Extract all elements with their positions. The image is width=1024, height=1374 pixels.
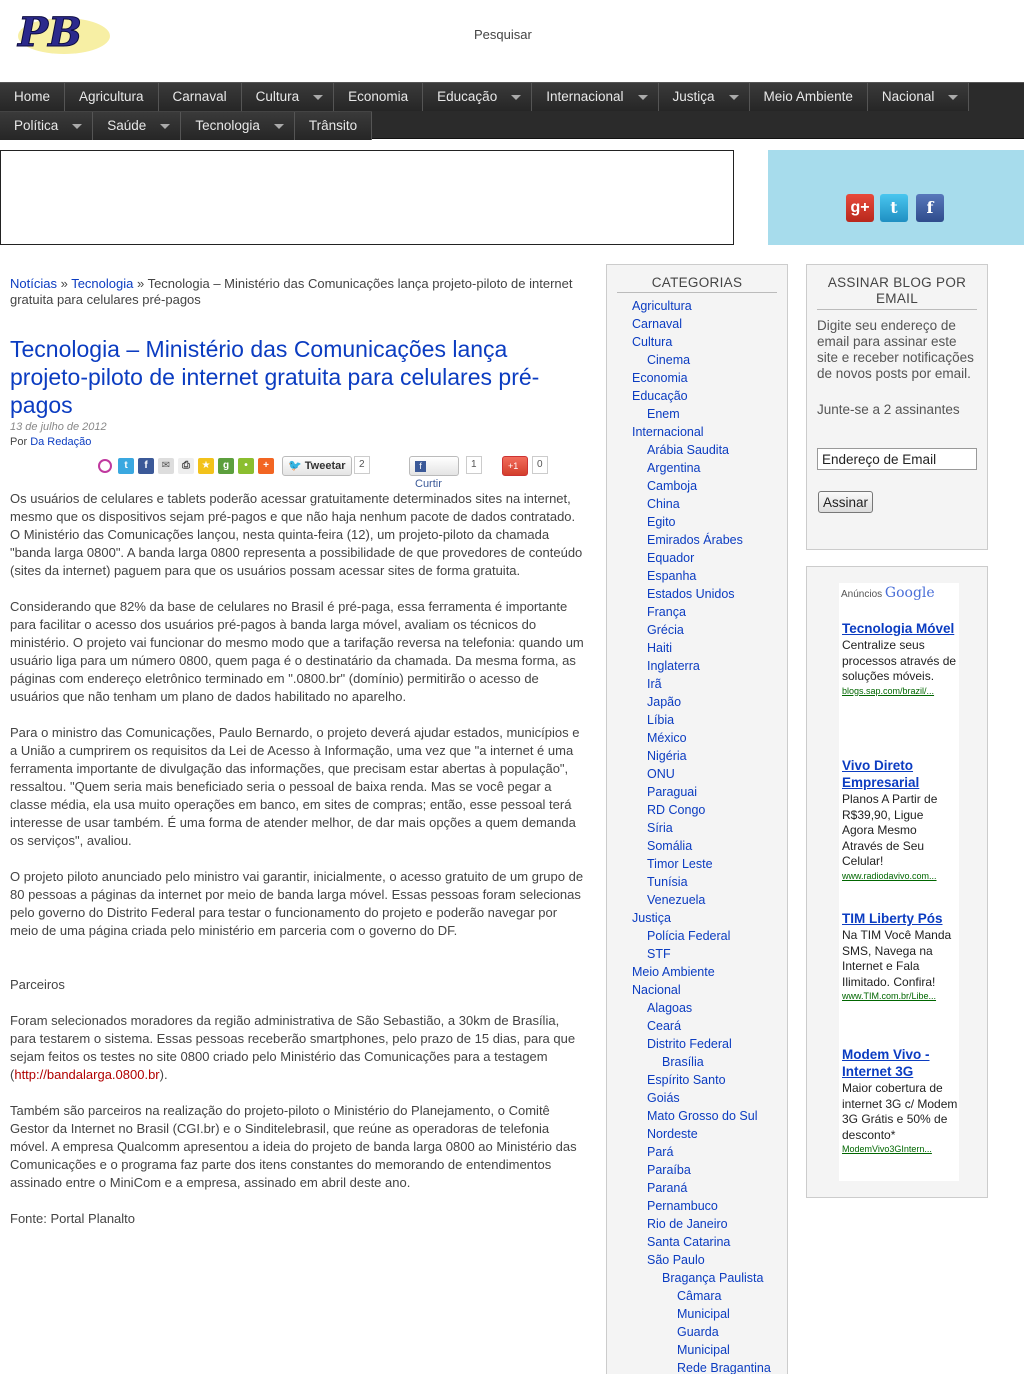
article-paragraph: Considerando que 82% da base de celulares no Brasil é pré-paga, essa ferramenta é importante para facilitar o acesso dos usuários pré-pagos à banda larga móvel, avaliam os técnicos do ministério. O projeto vai funcionar do mesmo modo que a tarifação reversa na telefonia: quando um usuário liga para um número 0800, quem paga é o destinatário da chamada. Da mesma forma, as páginas com endereço eletrônico terminado em ".0800.br" (domínio) permitirão o acesso de usuários que não tenham um plano de dados habilitado no aparelho. <box>10 599 584 704</box>
nav-item-label: Justiça <box>672 89 715 104</box>
ad-title[interactable]: Vivo Direto Empresarial <box>842 758 920 790</box>
article-paragraph: O projeto piloto anunciado pelo ministro vai garantir, inicialmente, o acesso gratuito de um grupo de 80 pessoas a páginas da internet por meio de banda larga móvel. Essas pessoas foram selecionas pelo governo do Distrito Federal para testar o funcionamento do projeto e poderão navegar por meio de uma página criada pelo ministério em parceria com o governo do DF. <box>10 869 584 938</box>
category-item[interactable]: Polícia Federal <box>647 929 731 943</box>
category-item[interactable]: STF <box>647 947 671 961</box>
tweet-bird-icon: 🐦 <box>288 460 302 472</box>
nav-item-carnaval[interactable] <box>159 83 242 111</box>
social-links <box>768 150 1024 245</box>
nav-item-label: Agricultura <box>79 89 144 104</box>
nav-item-label: Saúde <box>107 118 147 133</box>
category-item[interactable]: RD Congo <box>647 803 706 817</box>
site-header <box>0 0 1024 82</box>
category-item[interactable]: Educação <box>632 389 688 403</box>
breadcrumb-home[interactable]: Notícias <box>10 276 57 291</box>
category-item[interactable]: Japão <box>647 695 682 709</box>
ads-header-prefix: Anúncios <box>841 589 883 600</box>
paragraph-text-end: ). <box>159 1067 168 1082</box>
share-print-icon[interactable]: ⎙ <box>178 458 194 474</box>
category-item[interactable]: Egito <box>647 515 676 529</box>
nav-item-cultura[interactable] <box>242 83 335 111</box>
share-bar <box>10 454 586 490</box>
category-item[interactable]: Arábia Saudita <box>647 443 730 457</box>
categories-title: CATEGORIAS <box>617 265 777 293</box>
ad-item[interactable] <box>842 910 958 1001</box>
category-item[interactable]: Economia <box>632 371 688 385</box>
chevron-down-icon <box>313 95 323 100</box>
nav-item-politica[interactable] <box>0 112 93 140</box>
nav-item-tecnologia[interactable] <box>181 112 295 140</box>
chevron-down-icon <box>274 124 284 129</box>
subscribe-button[interactable]: Assinar <box>818 491 873 513</box>
categories-widget <box>606 264 788 1374</box>
ads-header[interactable] <box>841 585 935 601</box>
ads-widget <box>806 566 988 1198</box>
share-orkut-icon[interactable] <box>98 459 112 473</box>
category-item[interactable]: Nigéria <box>647 749 687 763</box>
chevron-down-icon <box>160 124 170 129</box>
category-item[interactable]: Câmara <box>677 1289 722 1303</box>
article-body <box>10 490 586 1228</box>
share-more-icon[interactable]: + <box>258 458 274 474</box>
nav-item-label: Política <box>14 118 59 133</box>
ad-url[interactable]: www.radiodavivo.com... <box>842 870 937 881</box>
ad-item[interactable] <box>842 1046 958 1154</box>
ad-title[interactable]: Tecnologia Móvel <box>842 621 955 636</box>
nav-item-transito[interactable] <box>295 112 372 140</box>
paragraph-text: Foram selecionados moradores da região administrativa de São Sebastião, a 30km de Brasília, para testarem o sistema. Essas pessoas receberão smartphones, pelo prazo de 15 dias, para que sejam feitos os testes no site 0800 criado pelo Ministério das Comunicações para a testagem ( <box>10 1013 576 1082</box>
category-item[interactable]: Cinema <box>647 353 691 367</box>
email-description: Digite seu endereço de email para assinar este site e receber notificações de novos posts por email. <box>817 318 974 381</box>
nav-row-primary <box>0 83 969 111</box>
category-item[interactable]: Mato Grosso do Sul <box>647 1109 758 1123</box>
nav-item-label: Economia <box>348 89 409 104</box>
article-column <box>10 276 586 1246</box>
share-favorite-icon[interactable]: ★ <box>198 458 214 474</box>
category-item[interactable]: Emirados Árabes <box>647 533 743 547</box>
chevron-down-icon <box>729 95 739 100</box>
category-item[interactable]: Rio de Janeiro <box>647 1217 728 1231</box>
email-widget-title: ASSINAR BLOG POR EMAIL <box>817 265 977 310</box>
nav-item-label: Internacional <box>546 89 624 104</box>
like-button[interactable] <box>409 456 459 490</box>
post-date: 13 de julho de 2012 <box>10 421 107 433</box>
author-link[interactable]: Da Redação <box>30 436 92 448</box>
tweet-label: Tweetar <box>304 460 346 472</box>
ad-url[interactable]: blogs.sap.com/brazil/... <box>842 685 935 696</box>
article-paragraph: Para o ministro das Comunicações, Paulo Bernardo, o projeto deverá ajudar estados, municípios e a União a cumprirem os requisitos da Lei de Acesso à Informação, uma vez que "a internet é uma ferramenta importante de divulgação das informações, que precisam estar abertas à população", ressaltou. "Quem seria mais beneficiado seria o pessoal de baixa renda. Mas se você pegar a classe média, ela usa muito operações em banco, em sites de compras; então, esse pessoal terá interesse de usar também. É uma forma de atender melhor, de dar mais opções a quem demanda os serviços", avaliou. <box>10 725 580 848</box>
breadcrumb-separator: » <box>56 276 72 291</box>
category-item[interactable]: Haiti <box>647 641 673 655</box>
category-item[interactable]: Grécia <box>647 623 684 637</box>
categories-list <box>607 293 787 1374</box>
category-item[interactable]: Brasília <box>662 1055 704 1069</box>
category-item[interactable]: Paraíba <box>647 1163 691 1177</box>
share-twitter-icon[interactable]: t <box>118 458 134 474</box>
category-item[interactable]: Goiás <box>647 1091 680 1105</box>
category-item[interactable]: Venezuela <box>647 893 706 907</box>
category-item[interactable]: Inglaterra <box>647 659 700 673</box>
category-item[interactable]: Timor Leste <box>647 857 713 871</box>
nav-item-justica[interactable] <box>659 83 750 111</box>
category-item[interactable]: Distrito Federal <box>647 1037 732 1051</box>
nav-row-secondary <box>0 111 372 139</box>
google-plus-icon[interactable]: g+ <box>846 194 874 222</box>
nav-item-label: Trânsito <box>308 118 358 133</box>
ad-url[interactable]: www.TIM.com.br/Libe... <box>842 991 937 1001</box>
nav-item-agricultura[interactable] <box>65 83 159 111</box>
chevron-down-icon <box>638 95 648 100</box>
share-google-icon[interactable]: g <box>218 458 234 474</box>
partners-heading: Parceiros <box>10 977 65 992</box>
plusone-count: 0 <box>532 456 548 474</box>
category-item[interactable]: São Paulo <box>647 1253 705 1267</box>
facebook-like-icon: f <box>415 461 426 472</box>
ad-description: Planos A Partir de R$39,90, Ligue Agora Mesmo Através de Seu Celular! <box>842 792 938 868</box>
chevron-down-icon <box>511 95 521 100</box>
breadcrumb <box>10 276 586 308</box>
category-item[interactable]: Municipal <box>677 1307 730 1321</box>
site-logo[interactable] <box>14 6 114 61</box>
category-item[interactable]: Equador <box>647 551 695 565</box>
nav-item-educacao[interactable] <box>423 83 532 111</box>
category-item[interactable]: Ceará <box>647 1019 682 1033</box>
category-item[interactable]: Rede Bragantina <box>677 1361 771 1374</box>
category-item[interactable]: Espanha <box>647 569 697 583</box>
post-author <box>10 436 586 448</box>
nav-item-nacional[interactable] <box>868 83 970 111</box>
category-item[interactable]: França <box>647 605 686 619</box>
nav-item-label: Nacional <box>881 89 935 104</box>
category-item[interactable]: Espírito Santo <box>647 1073 726 1087</box>
category-item[interactable]: Pará <box>647 1145 674 1159</box>
like-count: 1 <box>466 456 482 474</box>
category-item[interactable]: Camboja <box>647 479 698 493</box>
nav-item-home[interactable] <box>0 83 65 111</box>
search-link[interactable]: Pesquisar <box>474 27 532 42</box>
category-item[interactable]: Alagoas <box>647 1001 693 1015</box>
share-facebook-icon[interactable]: f <box>138 458 154 474</box>
chevron-down-icon <box>948 95 958 100</box>
ad-item[interactable] <box>842 620 958 696</box>
main-navigation <box>0 82 1024 139</box>
article-paragraph <box>10 1012 586 1084</box>
category-item[interactable]: Irã <box>647 677 662 691</box>
category-item[interactable]: Paraguai <box>647 785 698 799</box>
ad-title[interactable]: TIM Liberty Pós <box>842 911 943 926</box>
like-label: Curtir <box>415 478 442 490</box>
nav-item-saude[interactable] <box>93 112 181 140</box>
category-item[interactable]: Justiça <box>632 911 671 925</box>
article-paragraph: Também são parceiros na realização do projeto-piloto o Ministério do Planejamento, o Comitê Gestor da Internet no Brasil (CGI.br) e o Sinditelebrasil, que reúne as operadoras de telefonia móvel. A empresa Qualcomm apresentou a ideia do projeto de banda larga 0800 ao Ministério das Comunicações e o programa faz parte dos itens constantes do memorando de entendimentos assinado entre o MiniCom e a empresa, assinado em abril deste ano. <box>10 1103 577 1190</box>
nav-item-label: Carnaval <box>172 89 227 104</box>
ad-description: Maior cobertura de internet 3G c/ Modem 3G Grátis e 50% de desconto* <box>842 1081 958 1142</box>
tweet-button[interactable] <box>282 456 352 476</box>
category-item[interactable]: ONU <box>647 767 675 781</box>
nav-item-label: Educação <box>437 89 498 104</box>
category-item[interactable]: Líbia <box>647 713 675 727</box>
email-subscribe-widget <box>806 264 988 550</box>
nav-item-label: Meio Ambiente <box>763 89 853 104</box>
ad-description: Na TIM Você Manda SMS, Navega na Internet e Fala Ilimitado. Confira! <box>842 928 952 989</box>
nav-item-label: Tecnologia <box>195 118 260 133</box>
twitter-icon[interactable]: t <box>880 194 908 222</box>
category-item[interactable]: Estados Unidos <box>647 587 735 601</box>
nav-item-meio-ambiente[interactable] <box>750 83 868 111</box>
breadcrumb-current: Tecnologia – Ministério das Comunicações lança projeto-piloto de internet gratuita para celulares pré-pagos <box>10 276 573 307</box>
category-item[interactable]: Municipal <box>677 1343 730 1357</box>
category-item[interactable]: Síria <box>647 821 673 835</box>
category-item[interactable]: Somália <box>647 839 693 853</box>
category-item[interactable]: Pernambuco <box>647 1199 718 1213</box>
plusone-button[interactable]: +1 <box>502 456 528 476</box>
ad-item[interactable] <box>842 757 958 881</box>
article-source: Fonte: Portal Planalto <box>10 1211 136 1226</box>
category-item[interactable]: Nordeste <box>647 1127 698 1141</box>
ad-description: Centralize seus processos através de soluções móveis. <box>842 638 957 683</box>
tweet-count: 2 <box>354 456 370 474</box>
facebook-icon[interactable]: f <box>916 194 944 222</box>
category-item[interactable]: Paraná <box>647 1181 688 1195</box>
share-email-icon[interactable]: ✉ <box>158 458 174 474</box>
category-item[interactable]: Agricultura <box>632 299 692 313</box>
share-delicious-icon[interactable]: • <box>238 458 254 474</box>
category-item[interactable]: Argentina <box>647 461 701 475</box>
ad-url[interactable]: ModemVivo3GIntern... <box>842 1144 932 1154</box>
category-item[interactable]: China <box>647 497 680 511</box>
google-logo: Google <box>884 585 935 601</box>
category-item[interactable]: Nacional <box>632 983 681 997</box>
svg-text:PB: PB <box>18 9 82 56</box>
breadcrumb-category[interactable]: Tecnologia <box>71 276 134 291</box>
chevron-down-icon <box>72 124 82 129</box>
ad-title[interactable]: Modem Vivo - Internet 3G <box>842 1047 930 1079</box>
nav-item-internacional[interactable] <box>532 83 658 111</box>
banner-ad-slot <box>0 150 734 245</box>
bandalarga-link[interactable]: http://bandalarga.0800.br <box>14 1067 160 1082</box>
category-item[interactable]: Guarda <box>677 1325 719 1339</box>
article-paragraph: Os usuários de celulares e tablets poderão acessar gratuitamente determinados sites na internet, mesmo que os dispositivos sejam pré-pagos e que não haja nenhum pacote de dados contratado. O Ministério das Comunicações lançou, nesta quinta-feira (12), um projeto-piloto da chamada "banda larga 0800". A banda larga 0800 representa a possibilidade de que provedores de conteúdo (sites da internet) paguem para que os usuários possam acessar sites de forma gratuita. <box>10 491 583 578</box>
google-ads-block <box>839 583 959 1181</box>
author-prefix: Por <box>10 436 28 448</box>
category-item[interactable]: Carnaval <box>632 317 683 331</box>
category-item[interactable]: Santa Catarina <box>647 1235 731 1249</box>
category-item[interactable]: México <box>647 731 687 745</box>
subscriber-count: Junte-se a 2 assinantes <box>817 402 960 417</box>
nav-item-label: Cultura <box>255 89 300 104</box>
category-item[interactable]: Internacional <box>632 425 704 439</box>
category-item[interactable]: Meio Ambiente <box>632 965 715 979</box>
breadcrumb-separator: » <box>133 276 148 291</box>
nav-item-label: Home <box>14 89 51 104</box>
article-title[interactable]: Tecnologia – Ministério das Comunicações lança projeto-piloto de internet gratuita para celulares pré-pagos <box>10 336 540 418</box>
email-field[interactable] <box>817 448 977 470</box>
category-item[interactable]: Enem <box>647 407 680 421</box>
nav-item-economia[interactable] <box>334 83 423 111</box>
category-item[interactable]: Bragança Paulista <box>662 1271 764 1285</box>
category-item[interactable]: Tunísia <box>647 875 688 889</box>
category-item[interactable]: Cultura <box>632 335 673 349</box>
